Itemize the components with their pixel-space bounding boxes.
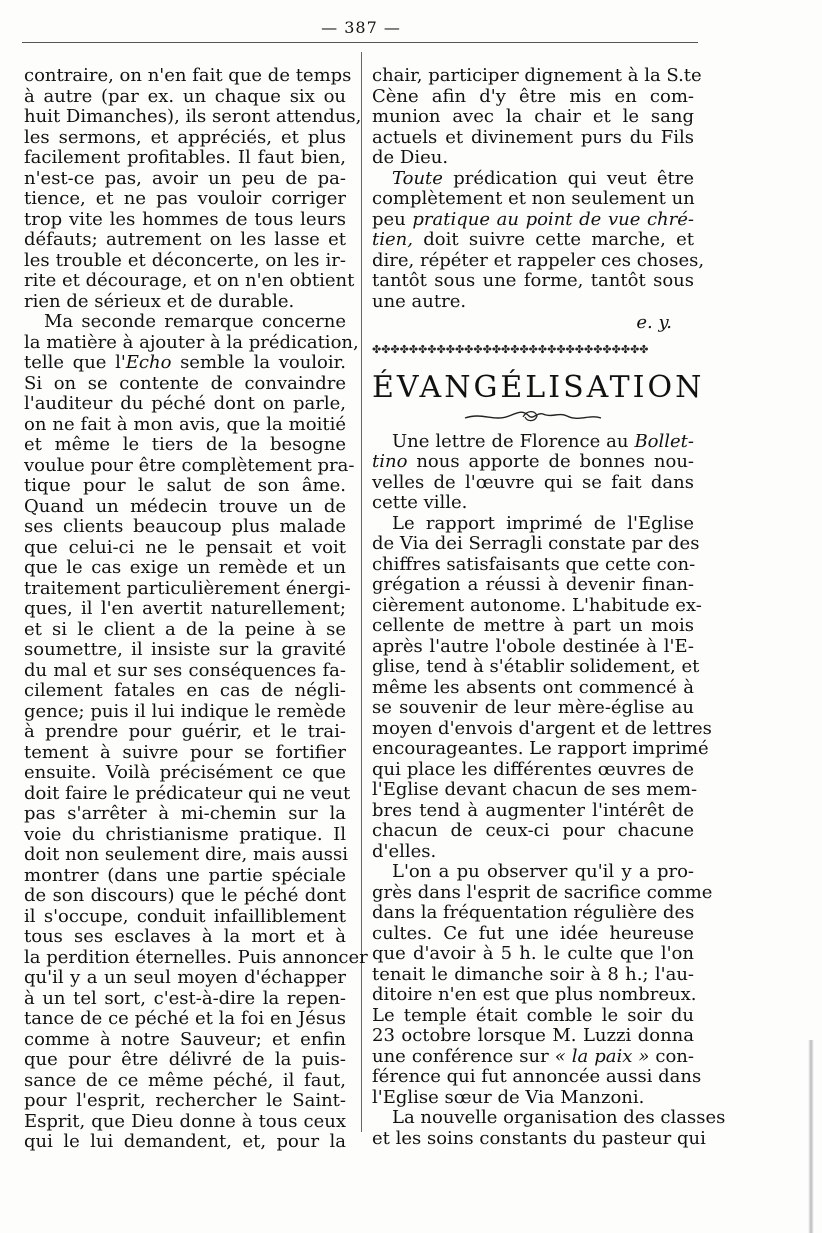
text-line: glise, tend à s'établir solidement, et [372, 656, 700, 677]
text-fragment: nous apporte de bonnes nou- [407, 451, 694, 472]
text-line: grès dans l'esprit de sacrifice comme [372, 881, 713, 903]
text-line: l'Eglise sœur de Via Manzoni. [372, 1086, 645, 1108]
text-line: encourageantes. Le rapport imprimé [372, 738, 709, 759]
text-fragment: Une lettre de Florence au [392, 430, 635, 452]
text-line: Le rapport imprimé de l'Eglise [392, 512, 694, 534]
left-paragraph-2-lines [24, 372, 368, 1153]
text-line: défauts; autrement on les lasse et [24, 229, 346, 250]
text-line: dans la fréquentation régulière des [372, 902, 695, 923]
header-rule [22, 42, 698, 43]
text-line: Si on se contente de convaindre [24, 372, 346, 394]
text-line: dire, répéter et rappeler ces choses, [372, 249, 705, 271]
text-line: chiffres satisfaisants que cette con- [372, 553, 696, 575]
text-line [372, 452, 694, 473]
text-line: tenait le dimanche soir à 8 h.; l'au- [372, 963, 694, 985]
text-line [372, 210, 694, 231]
right-paragraph-5-lines [372, 861, 713, 1047]
italic-phrase: tien, [372, 229, 413, 250]
text-line: tous ses esclaves à la mort et à [24, 926, 346, 947]
text-line: L'on a pu observer qu'il y a pro- [392, 861, 694, 882]
text-line: Quand un médecin trouve un de [24, 495, 346, 517]
text-line: qui place les différentes œuvres de [372, 758, 694, 780]
text-line: sance de ce même péché, il faut, [24, 1069, 346, 1091]
right-paragraph-2 [372, 167, 705, 313]
text-line: tance de ce péché et la foi en Jésus [24, 1008, 346, 1029]
right-column [372, 65, 726, 1149]
text-fragment: peu [372, 208, 413, 230]
text-line: voulue pour être complètement pra- [24, 454, 355, 476]
text-line: du mal et sur ses conséquences fa- [24, 659, 346, 681]
text-line: cette ville. [372, 492, 468, 513]
text-line: même les absents ont commencé à [372, 676, 694, 698]
text-line: tement à suivre pour se fortifier [24, 741, 346, 763]
text-line: contraire, on n'en fait que de temps [24, 65, 352, 86]
italic-title-bollettino: Bollet- [634, 430, 694, 452]
text-line: ques, il l'en avertit naturellement; [24, 598, 346, 619]
text-line: après l'autre l'obole destinée à l'E- [372, 635, 694, 657]
ornament-divider: ✤✤✤✤✤✤✤✤✤✤✤✤✤✤✤✤✤✤✤✤✤✤✤✤✤✤✤✤✤✤ [372, 343, 649, 356]
text-line [372, 230, 694, 251]
text-line: actuels et divinement purs du Fils [372, 126, 694, 148]
text-line: voie du christianisme pratique. Il [24, 823, 346, 845]
left-paragraph-2 [24, 311, 368, 1153]
text-fragment: con- [649, 1045, 694, 1067]
text-line: tience, et ne pas vouloir corriger [24, 188, 346, 209]
text-line: qui le lui demandent, et, pour la [24, 1131, 346, 1152]
text-line: la matière à ajouter à la prédication, [24, 331, 359, 353]
text-line [372, 169, 694, 190]
text-line: on ne fait à mon avis, que la moitié [24, 413, 346, 435]
text-line: que celui-ci ne le pensait et voit [24, 536, 346, 558]
text-line: facilement profitables. Il faut bien, [24, 147, 346, 168]
text-line: que pour être délivré de la puis- [24, 1049, 346, 1070]
right-paragraph-2-lines [372, 249, 705, 313]
text-line: les sermons, et appréciés, et plus [24, 126, 346, 148]
italic-word-toute: Toute [392, 167, 443, 189]
text-line: de Via dei Serragli constate par des [372, 533, 700, 554]
italic-phrase-la-paix: « la paix » [554, 1045, 650, 1067]
text-line: de son discours) que le péché dont [24, 885, 346, 906]
text-line: rite et décourage, et on n'en obtient [24, 270, 355, 291]
text-line: doit faire le prédicateur qui ne veut [24, 782, 351, 804]
text-line: chacun de ceux-ci pour chacune [372, 820, 694, 841]
text-fragment: prédication qui veut être [442, 167, 694, 189]
text-line: tique pour le salut de son âme. [24, 475, 346, 496]
text-line: comme à notre Sauveur; et enfin [24, 1028, 346, 1050]
text-line: de Dieu. [372, 147, 449, 168]
italic-phrase: pratique au point de vue chré- [412, 208, 694, 230]
text-line: chair, participer dignement à la S.te [372, 65, 702, 86]
text-fragment: doit suivre cette marche, et [412, 229, 694, 250]
text-line: 23 octobre lorsque M. Luzzi donna [372, 1025, 694, 1046]
text-line: n'est-ce pas, avoir un peu de pa- [24, 167, 346, 189]
right-paragraph-3-lines [372, 473, 694, 514]
text-line: d'elles. [372, 840, 437, 862]
text-line: les trouble et déconcerte, on les ir- [24, 249, 346, 271]
text-line: pas s'arrêter à mi-chemin sur la [24, 803, 346, 824]
text-line: cellente de mettre à part un mois [372, 615, 694, 636]
text-line: soumettre, il insiste sur la gravité [24, 639, 346, 660]
text-line: traitement particulièrement énergi- [24, 577, 351, 599]
text-line: cièrement autonome. L'habitude ex- [372, 594, 702, 616]
text-line: velles de l'œuvre qui se fait dans [372, 471, 694, 493]
text-line: et même le tiers de la besogne [24, 434, 346, 455]
text-line [372, 1047, 694, 1068]
text-line: l'auditeur du péché dont on parle, [24, 393, 346, 414]
author-signature: e. y. [636, 312, 672, 333]
text-line: férence qui fut annoncée aussi dans [372, 1066, 702, 1087]
italic-title-echo: Echo [125, 352, 172, 373]
text-line: cilement fatales en cas de négli- [24, 680, 346, 701]
text-line: que le cas exige un remède et un [24, 557, 346, 578]
text-line [372, 432, 694, 453]
right-paragraph-3 [372, 432, 694, 514]
text-line: cultes. Ce fut une idée heureuse [372, 922, 694, 944]
text-line: ses clients beaucoup plus malade [24, 516, 346, 537]
text-fragment: semble la vouloir. [171, 352, 346, 373]
flourish-ornament [463, 408, 603, 424]
text-line: rien de sérieux et de durable. [24, 290, 295, 312]
right-paragraph-5 [372, 861, 713, 1108]
text-line: montrer (dans une partie spéciale [24, 864, 346, 886]
right-paragraph-4 [372, 512, 712, 863]
text-line: Esprit, que Dieu donne à tous ceux [24, 1110, 346, 1132]
text-line: gence; puis il lui indique le remède [24, 700, 346, 722]
text-line: et les soins constants du pasteur qui [372, 1127, 706, 1149]
text-line: ditoire n'en est que plus nombreux. [372, 984, 697, 1005]
text-line: trop vite les hommes de tous leurs [24, 208, 346, 230]
text-line: grégation a réussi à devenir finan- [372, 574, 694, 595]
left-paragraph-1 [24, 65, 362, 312]
text-line: bres tend à augmenter l'intérêt de [372, 799, 694, 821]
text-line: une autre. [372, 290, 467, 312]
page-number: — 387 — [321, 18, 401, 37]
text-line: Cène afin d'y être mis en com- [372, 85, 694, 107]
text-line: la perdition éternelles. Puis annoncer [24, 946, 368, 968]
italic-title-bollettino: tino [372, 451, 408, 472]
right-paragraph-6 [372, 1107, 726, 1149]
text-line: l'Eglise devant chacun de ses mem- [372, 779, 698, 800]
text-line: et si le client a de la peine à se [24, 618, 346, 640]
text-line: se souvenir de leur mère-église au [372, 697, 694, 718]
text-line: complètement et non seulement un [372, 188, 695, 209]
text-line: pour l'esprit, rechercher le Saint- [24, 1090, 346, 1111]
text-fragment: telle que l' [24, 352, 126, 373]
text-line: à prendre pour guérir, et le trai- [24, 721, 346, 742]
right-paragraph-5-lines-b [372, 1066, 702, 1108]
left-column [24, 65, 368, 1153]
text-fragment: une conférence sur [372, 1045, 555, 1067]
text-line: tantôt sous une forme, tantôt sous [372, 270, 694, 291]
text-line: à un tel sort, c'est-à-dire la repen- [24, 987, 346, 1009]
text-line: La nouvelle organisation des classes [392, 1107, 726, 1128]
section-title: ÉVANGÉLISATION [372, 369, 705, 405]
text-line: huit Dimanches), ils seront attendus, [24, 106, 362, 127]
right-paragraph-1 [372, 65, 702, 169]
text-line: que d'avoir à 5 h. le culte que l'on [372, 943, 694, 964]
scan-edge-artifact [808, 1040, 814, 1233]
text-line [24, 353, 346, 374]
text-line: qu'il y a un seul moyen d'échapper [24, 967, 346, 988]
text-line: munion avec la chair et le sang [372, 106, 694, 127]
text-line: doit non seulement dire, mais aussi [24, 844, 349, 865]
text-line: Le temple était comble le soir du [372, 1004, 694, 1026]
text-line: il s'occupe, conduit infailliblement [24, 905, 346, 927]
text-line: ensuite. Voilà précisément ce que [24, 762, 346, 783]
text-line: Ma seconde remarque concerne [44, 311, 346, 332]
column-divider [361, 52, 362, 1132]
text-line: à autre (par ex. un chaque six ou [24, 85, 346, 107]
text-line: moyen d'envois d'argent et de lettres [372, 717, 712, 739]
